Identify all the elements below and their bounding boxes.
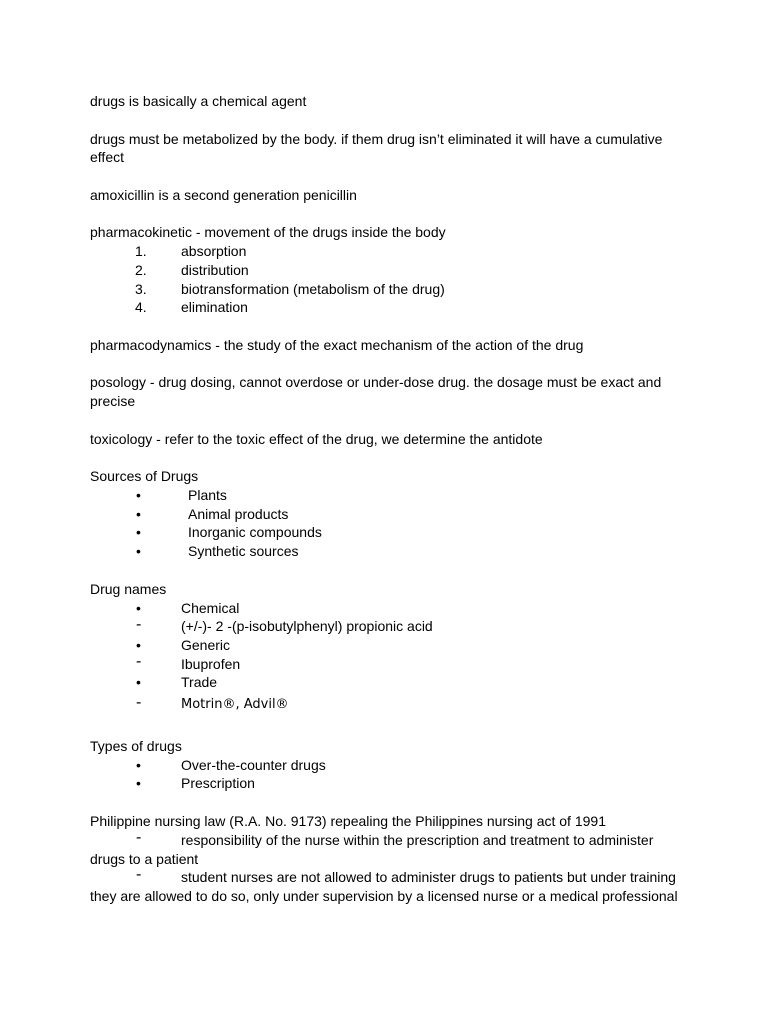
types-heading: Types of drugs (90, 738, 182, 754)
law-heading: Philippine nursing law (R.A. No. 9173) repealing the Philippines nursing act of 1991 (90, 813, 606, 829)
list-item: Generic (181, 637, 231, 653)
list-item: biotransformation (metabolism of the drug) (181, 281, 445, 297)
dash-marker: - (136, 866, 142, 883)
drug-names-heading: Drug names (90, 581, 167, 597)
list-item: Plants (188, 487, 227, 503)
list-item-number: 2. (135, 262, 147, 278)
bullet-marker: • (136, 757, 141, 773)
paragraph-amoxicillin: amoxicillin is a second generation penicillin (90, 187, 357, 203)
paragraph-posology-line2: precise (90, 393, 136, 409)
paragraph-drugs-definition: drugs is basically a chemical agent (90, 93, 307, 109)
paragraph-pharmacodynamics: pharmacodynamics - the study of the exact mechanism of the action of the drug (90, 337, 584, 353)
list-item: Prescription (181, 775, 255, 791)
list-item-line1: responsibility of the nurse within the prescription and treatment to administer (181, 832, 654, 848)
dash-marker: - (136, 616, 142, 633)
paragraph-toxicology: toxicology - refer to the toxic effect of the drug, we determine the antidote (90, 431, 543, 447)
list-item-line2: drugs to a patient (90, 851, 199, 867)
list-item: Trade (181, 674, 218, 690)
list-item-number: 3. (135, 281, 147, 297)
dash-marker: - (136, 653, 142, 670)
bullet-marker: • (136, 506, 141, 522)
paragraph-posology-line1: posology - drug dosing, cannot overdose or under-dose drug. the dosage must be exact and (90, 374, 662, 390)
dash-marker: - (136, 829, 142, 846)
list-item-number: 4. (135, 299, 147, 315)
bullet-marker: • (136, 674, 141, 690)
list-item: elimination (181, 299, 248, 315)
bullet-marker: • (136, 637, 141, 653)
list-item-line1: student nurses are not allowed to administer drugs to patients but under training (181, 869, 676, 885)
list-item: absorption (181, 243, 247, 259)
list-item: (+/-)- 2 -(p-isobutylphenyl) propionic acid (181, 618, 433, 634)
bullet-marker: • (136, 524, 141, 540)
paragraph-metabolism-line2: effect (90, 149, 124, 165)
paragraph-metabolism-line1: drugs must be metabolized by the body. if them drug isn’t eliminated it will have a cumulative (90, 131, 663, 147)
sources-heading: Sources of Drugs (90, 468, 199, 484)
list-item: Chemical (181, 600, 240, 616)
list-item: Inorganic compounds (188, 524, 322, 540)
list-item-line2: they are allowed to do so, only under supervision by a licensed nurse or a medical professional (90, 888, 678, 904)
paragraph-pharmacokinetic: pharmacokinetic - movement of the drugs inside the body (90, 224, 446, 240)
list-item: distribution (181, 262, 249, 278)
list-item: Animal products (188, 506, 289, 522)
list-item: Synthetic sources (188, 543, 299, 559)
bullet-marker: • (136, 543, 141, 559)
bullet-marker: • (136, 600, 141, 616)
dash-marker: - (136, 694, 142, 711)
list-item: Ibuprofen (181, 656, 241, 672)
bullet-marker: • (136, 487, 141, 503)
list-item: Motrin®, Advil® (181, 697, 289, 712)
list-item-number: 1. (135, 243, 147, 259)
list-item: Over-the-counter drugs (181, 757, 326, 773)
bullet-marker: • (136, 775, 141, 791)
